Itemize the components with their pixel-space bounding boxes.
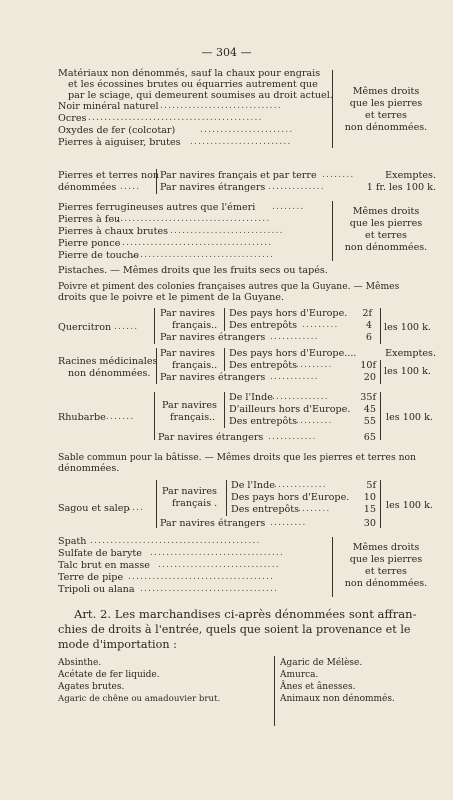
brace: [224, 392, 225, 428]
dot-leader: ..........................................: [90, 536, 261, 546]
block1-line: Pierres à aiguiser, brutes: [58, 137, 181, 148]
carrier-text: français..: [170, 412, 216, 423]
value-text: 55: [363, 416, 376, 427]
origin-text: Des pays hors d'Europe.: [229, 308, 348, 319]
article-line: Art. 2. Les marchandises ci-après dénommées sont affran-: [74, 607, 417, 621]
brace: [226, 480, 227, 516]
value-text: 45: [363, 404, 376, 415]
article-line: chies de droits à l'entrée, quels que soient la provenance et le: [58, 623, 411, 636]
dot-leader: .........: [302, 320, 339, 330]
unit-text: les 100 k.: [384, 322, 431, 333]
origin-text: Des entrepôts: [231, 504, 300, 515]
duty-text: non dénommées.: [344, 242, 428, 253]
page-number: — 304 —: [201, 46, 252, 59]
brace: [154, 308, 155, 344]
block2-label: Pierres et terres non: [58, 170, 160, 181]
dot-leader: ........: [272, 202, 305, 212]
block4-line: Talc brut en masse: [58, 560, 150, 571]
dot-leader: .........: [270, 518, 307, 528]
duty-text: et terres: [365, 566, 407, 577]
duty-text: non dénommées.: [344, 578, 428, 589]
brace: [332, 537, 333, 597]
duty-text: Exemptes.: [385, 170, 436, 181]
origin-text: Des entrepôts: [229, 320, 298, 331]
rhubarbe-label: Rhubarbe: [58, 412, 106, 423]
block3-line: Pierre ponce: [58, 238, 121, 249]
block4-line: Tripoli ou alana: [58, 584, 135, 595]
exempt-item: Agaric de chêne ou amadouvier brut.: [58, 694, 221, 704]
carrier-text: Par navires étrangers: [160, 518, 266, 529]
origin-text: De l'Inde: [229, 392, 273, 403]
racines-label: Racines médicinales: [58, 356, 158, 367]
quercitron-label: Quercitron: [58, 322, 112, 333]
value-text: 10f: [360, 360, 376, 371]
origin-text: Des pays hors d'Europe.: [231, 492, 350, 503]
duty-text: 1 fr. les 100 k.: [366, 182, 436, 193]
unit-text: les 100 k.: [386, 412, 433, 423]
value-text: 35f: [360, 392, 376, 403]
mode-text: Par navires français et par terre: [160, 170, 317, 181]
brace: [380, 480, 381, 528]
carrier-text: Par navires étrangers: [160, 372, 266, 383]
dot-leader: ......................................: [118, 238, 273, 248]
exempt-item: Agates brutes.: [58, 682, 125, 692]
dot-leader: ........: [322, 170, 355, 180]
carrier-text: français..: [172, 360, 218, 371]
exempt-item: Agaric de Mélèse.: [280, 658, 363, 668]
brace: [156, 348, 157, 384]
carrier-text: Par navires: [160, 348, 215, 359]
dot-leader: ......: [114, 322, 139, 332]
dot-leader: .........: [296, 416, 333, 426]
dot-leader: .......: [106, 412, 135, 422]
unit-text: les 100 k.: [384, 366, 431, 377]
dot-leader: .................................: [150, 548, 285, 558]
value-text: 6: [365, 332, 372, 343]
carrier-text: Par navires étrangers: [158, 432, 264, 443]
value-text: 5f: [366, 480, 376, 491]
dot-leader: .......................: [200, 125, 294, 135]
brace: [380, 392, 381, 440]
mode-text: Par navires étrangers: [160, 182, 266, 193]
sable-line: dénommées.: [58, 463, 120, 474]
value-text: 4: [365, 320, 372, 331]
exempt-item: Animaux non dénommés.: [280, 694, 395, 704]
poivre-line: Poivre et piment des colonies françaises autres que la Guyane. — Mêmes: [58, 281, 400, 292]
sagou-label: Sagou et salep: [58, 503, 130, 514]
block4-line: Terre de pipe: [58, 572, 124, 583]
column-divider: [274, 656, 275, 726]
exempt-item: Acétate de fer liquide.: [58, 670, 160, 680]
origin-text: De l'Inde: [231, 480, 275, 491]
dot-leader: ....: [128, 503, 145, 513]
dot-leader: ..............: [272, 392, 329, 402]
brace: [154, 392, 155, 440]
dot-leader: ............: [270, 372, 319, 382]
duty-text: Mêmes droits: [352, 86, 420, 97]
sable-line: Sable commun pour la bâtisse. — Mêmes droits que les pierres et terres non: [58, 452, 416, 463]
brace: [332, 201, 333, 261]
carrier-text: Par navires: [162, 486, 217, 497]
block3-line: Pierre de touche: [58, 250, 140, 261]
brace: [224, 308, 225, 331]
origin-text: D'ailleurs hors d'Europe.: [229, 404, 351, 415]
dot-leader: ............: [270, 332, 319, 342]
poivre-line: droits que le poivre et le piment de la Guyane.: [58, 292, 285, 303]
exempt-item: Absinthe.: [58, 658, 102, 668]
dot-leader: ........................................: [108, 214, 271, 224]
origin-text: Des pays hors d'Europe....: [229, 348, 357, 359]
duty-text: Mêmes droits: [352, 542, 420, 553]
dot-leader: ..............................: [158, 560, 280, 570]
brace: [156, 480, 157, 528]
dot-leader: ....................................: [128, 572, 275, 582]
block1-line: Noir minéral naturel: [58, 101, 159, 112]
block1-line: par le sciage, qui demeurent soumises au droit actuel.: [68, 90, 333, 101]
article-line: mode d'importation :: [58, 638, 177, 651]
block3-line: Pierres à feu: [58, 214, 121, 225]
origin-text: Des entrepôts: [229, 416, 298, 427]
block4-line: Sulfate de baryte: [58, 548, 142, 559]
dot-leader: ........: [298, 504, 331, 514]
racines-label: non dénommées.: [68, 368, 151, 379]
value-text: 2f: [362, 308, 372, 319]
duty-text: que les pierres: [349, 554, 423, 565]
brace: [380, 360, 381, 384]
unit-text: les 100 k.: [386, 500, 433, 511]
block1-line: Oxydes de fer (colcotar): [58, 125, 176, 136]
brace: [224, 348, 225, 371]
value-text: 15: [363, 504, 376, 515]
carrier-text: français .: [172, 498, 218, 509]
carrier-text: Par navires: [162, 400, 217, 411]
block3-line: Pierres à chaux brutes: [58, 226, 169, 237]
dot-leader: .........................: [190, 137, 292, 147]
block4-line: Spath: [58, 536, 87, 547]
duty-text: non dénommées.: [344, 122, 428, 133]
dot-leader: ..................................: [140, 584, 279, 594]
value-text: 30: [363, 518, 376, 529]
brace: [332, 70, 333, 148]
value-text: 20: [363, 372, 376, 383]
carrier-text: Par navires étrangers: [160, 332, 266, 343]
pistaches-line: Pistaches. — Mêmes droits que les fruits secs ou tapés.: [58, 265, 328, 276]
value-text: 65: [363, 432, 376, 443]
dot-leader: .....: [120, 182, 141, 192]
block1-line: et les écossines brutes ou équarries autrement que: [68, 79, 318, 90]
block1-line: Matériaux non dénommés, sauf la chaux pour engrais: [58, 68, 321, 79]
block3-line: Pierres ferrugineuses autres que l'émeri: [58, 202, 256, 213]
exempt-item: Ânes et ânesses.: [280, 682, 356, 692]
duty-text: et terres: [365, 110, 407, 121]
dot-leader: ............: [268, 432, 317, 442]
duty-text: que les pierres: [349, 218, 423, 229]
block2-label: dénommées: [58, 182, 117, 193]
block1-line: Ocres: [58, 113, 87, 124]
duty-text: que les pierres: [349, 98, 423, 109]
dot-leader: .............: [274, 480, 327, 490]
origin-text: Des entrepôts: [229, 360, 298, 371]
carrier-text: Par navires: [160, 308, 215, 319]
duty-text: et terres: [365, 230, 407, 241]
dot-leader: ..............................: [160, 101, 282, 111]
duty-text: Mêmes droits: [352, 206, 420, 217]
exempt-item: Amurca.: [280, 670, 319, 680]
dot-leader: ...........................................: [88, 113, 263, 123]
value-text: Exemptes.: [385, 348, 436, 359]
dot-leader: ............................: [170, 226, 284, 236]
carrier-text: français..: [172, 320, 218, 331]
dot-leader: ..............: [268, 182, 325, 192]
value-text: 10: [363, 492, 376, 503]
brace: [380, 308, 381, 344]
dot-leader: ...................................: [132, 250, 275, 260]
dot-leader: .........: [296, 360, 333, 370]
brace: [156, 169, 157, 194]
